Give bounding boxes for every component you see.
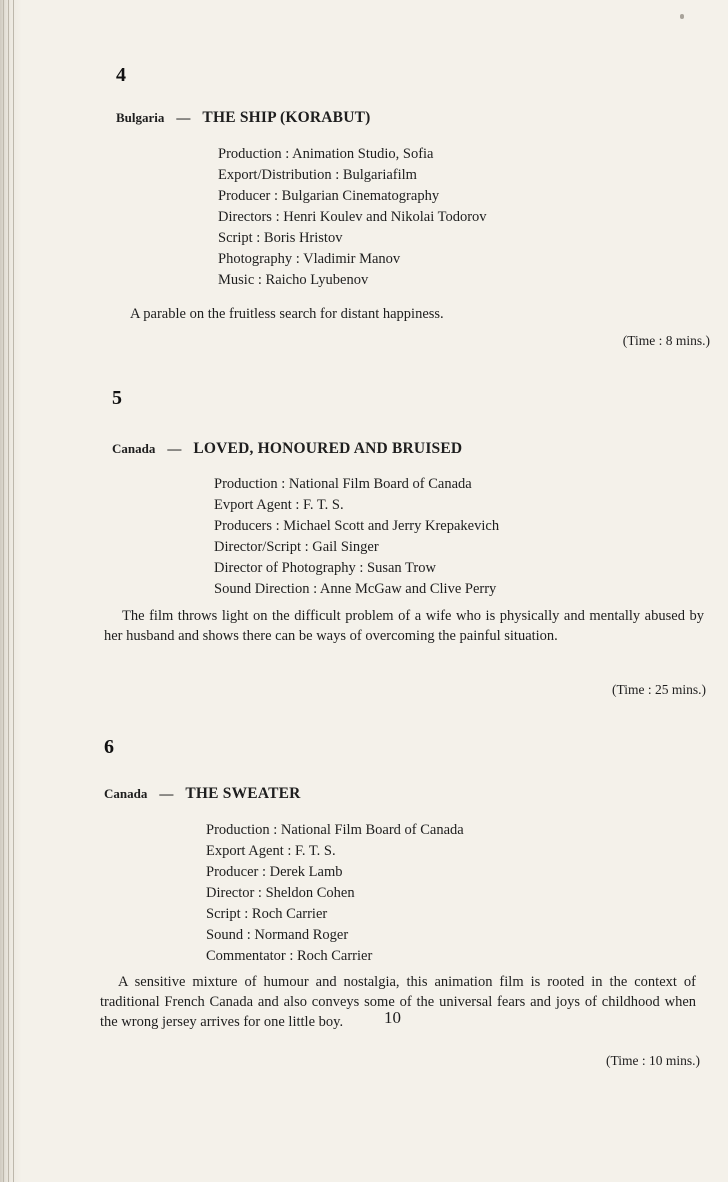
entry-number: 6	[104, 736, 114, 758]
credit-line: Sound : Normand Roger	[206, 927, 349, 943]
entry-number: 4	[116, 64, 126, 86]
entry-running-time: (Time : 25 mins.)	[611, 682, 706, 697]
credit-line: Photography : Vladimir Manov	[218, 251, 401, 267]
spine-line	[3, 0, 4, 1182]
entry-description: A sensitive mixture of humour and nostalgia, this animation film is rooted in the context of traditional French Canada and also conveys some of the universal fears and joys of childhood when the wrong jersey arrives for one little boy.	[100, 974, 696, 1030]
page-number: 10	[384, 1008, 401, 1027]
entry-running-time: (Time : 8 mins.)	[622, 333, 710, 348]
entry-heading	[116, 109, 371, 127]
entry-credits	[218, 144, 487, 291]
credit-line: Evport Agent : F. T. S.	[214, 497, 344, 513]
entry-description: A parable on the fruitless search for distant happiness.	[130, 306, 444, 322]
book-spine-shadow	[0, 0, 22, 1182]
entry-title: THE SHIP (KORABUT)	[202, 109, 371, 126]
entry-country: Canada	[104, 786, 148, 801]
entry-heading	[104, 785, 301, 803]
entry-title: THE SWEATER	[185, 785, 301, 802]
credit-line: Commentator : Roch Carrier	[206, 948, 373, 964]
credit-line: Export Agent : F. T. S.	[206, 843, 336, 859]
credit-line: Production : National Film Board of Canada	[206, 822, 464, 838]
entry-title: LOVED, HONOURED AND BRUISED	[193, 440, 463, 457]
credit-line: Music : Raicho Lyubenov	[218, 272, 369, 288]
credit-line: Producers : Michael Scott and Jerry Krepakevich	[214, 518, 500, 534]
credit-line: Director/Script : Gail Singer	[214, 539, 379, 555]
entry-heading	[112, 440, 462, 458]
entry-description: The film throws light on the difficult problem of a wife who is physically and mentally abused by her husband and shows there can be ways of overcoming the painful situation.	[104, 608, 704, 644]
entry-country: Bulgaria	[116, 110, 165, 125]
credit-line: Producer : Derek Lamb	[206, 864, 343, 880]
entry-dash: —	[159, 787, 174, 802]
credit-line: Producer : Bulgarian Cinematography	[218, 188, 440, 204]
spine-line	[13, 0, 14, 1182]
credit-line: Script : Boris Hristov	[218, 230, 343, 246]
entry-credits	[206, 820, 464, 967]
entry-dash: —	[176, 111, 191, 126]
entry-running-time: (Time : 10 mins.)	[605, 1053, 700, 1068]
credit-line: Directors : Henri Koulev and Nikolai Todorov	[218, 209, 487, 225]
entry-credits	[214, 474, 499, 600]
credit-line: Script : Roch Carrier	[206, 906, 328, 922]
credit-line: Director : Sheldon Cohen	[206, 885, 355, 901]
credit-line: Production : National Film Board of Canada	[214, 476, 472, 492]
credit-line: Sound Direction : Anne McGaw and Clive Perry	[214, 581, 497, 597]
credit-line: Director of Photography : Susan Trow	[214, 560, 436, 576]
paper-speck	[680, 14, 684, 19]
entry-country: Canada	[112, 441, 156, 456]
entry-number: 5	[112, 387, 122, 409]
credit-line: Export/Distribution : Bulgariafilm	[218, 167, 417, 183]
entry-dash: —	[167, 442, 182, 457]
spine-line	[8, 0, 9, 1182]
credit-line: Production : Animation Studio, Sofia	[218, 146, 434, 162]
